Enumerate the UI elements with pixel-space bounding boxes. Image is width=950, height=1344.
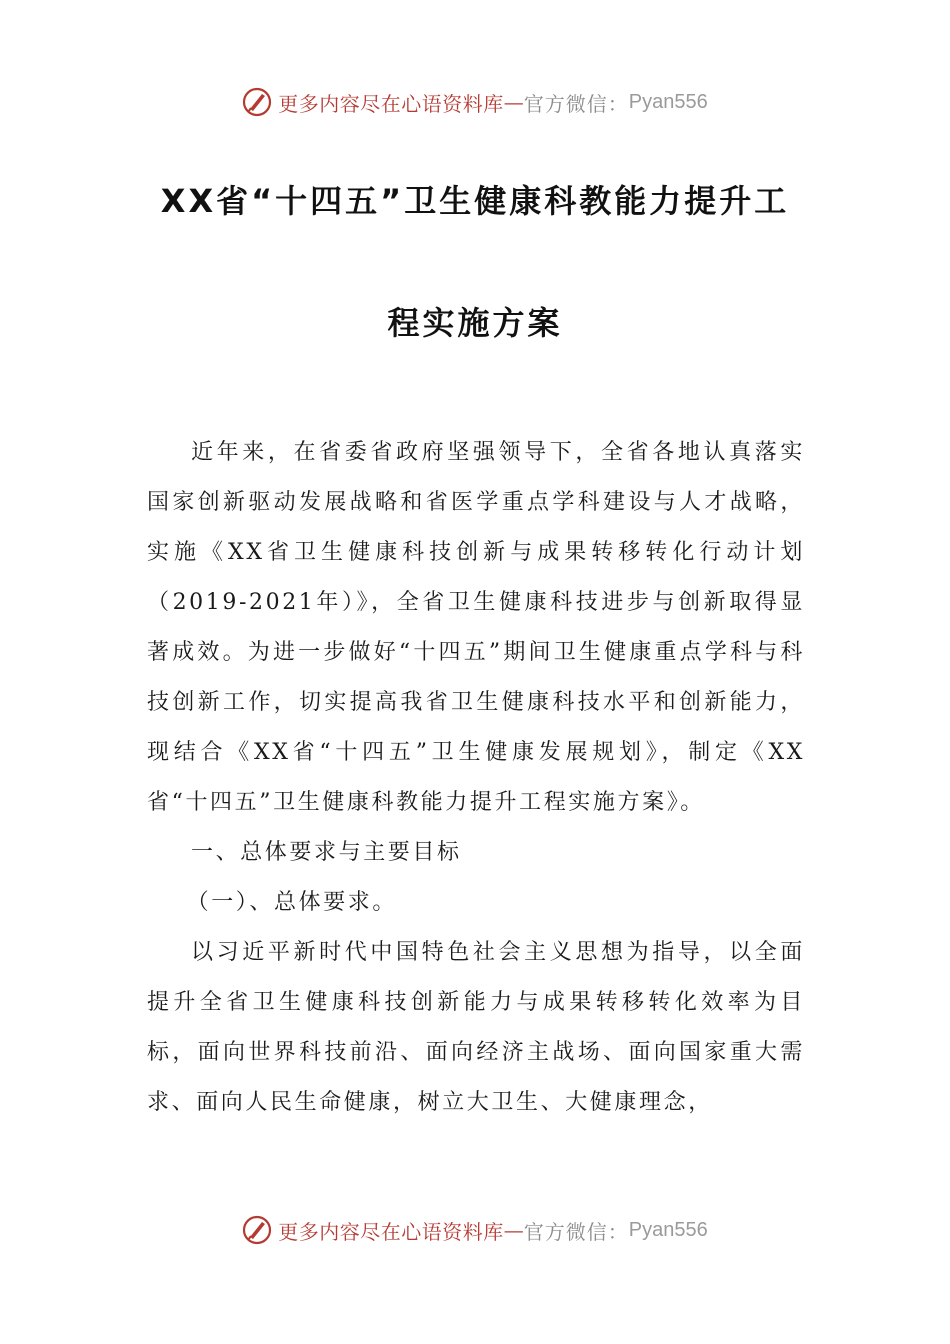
watermark-banner-top <box>0 82 950 122</box>
subsection-heading-1: （一）、总体要求。 <box>186 890 397 915</box>
section-heading-1: 一、总体要求与主要目标 <box>191 840 462 865</box>
watermark-official-label: 官方微信： <box>523 1219 629 1244</box>
document-title-line1: XX省“十四五”卫生健康科教能力提升工 <box>160 182 790 220</box>
watermark-banner-bottom <box>0 1210 950 1250</box>
body-paragraph-intro: 近年来，在省委省政府坚强领导下，全省各地认真落实国家创新驱动发展战略和省医学重点学科建设与人才战略，实施《XX省卫生健康科技创新与成果转移转化行动计划（2019-2021年）》，全省卫生健康科技进步与创新取得显著成效。为进一步做好“十四五”期间卫生健康重点学科与科技创新工作，切实提高我省卫生健康科技水平和创新能力，现结合《XX省“十四五”卫生健康发展规划》，制定《XX省“十四五”卫生健康科教能力提升工程实施方案》。 <box>147 440 805 815</box>
watermark-dash: — <box>503 1218 524 1242</box>
watermark-promo-text: 更多内容尽在心语资料库 <box>278 91 504 116</box>
watermark-dash: — <box>503 90 524 114</box>
document-title-line2: 程实施方案 <box>387 304 563 342</box>
watermark-official-label: 官方微信： <box>523 91 629 116</box>
document-body <box>147 428 805 1128</box>
body-paragraph-requirements: 以习近平新时代中国特色社会主义思想为指导，以全面提升全省卫生健康科技创新能力与成果转移转化效率为目标，面向世界科技前沿、面向经济主战场、面向国家重大需求、面向人民生命健康，树立大卫生、大健康理念， <box>147 940 805 1115</box>
watermark-promo-text: 更多内容尽在心语资料库 <box>278 1219 504 1244</box>
watermark-wechat-id: Pyan556 <box>628 1218 708 1241</box>
quill-logo-icon <box>242 1215 272 1245</box>
watermark-wechat-id: Pyan556 <box>628 90 708 113</box>
quill-logo-icon <box>242 87 272 117</box>
